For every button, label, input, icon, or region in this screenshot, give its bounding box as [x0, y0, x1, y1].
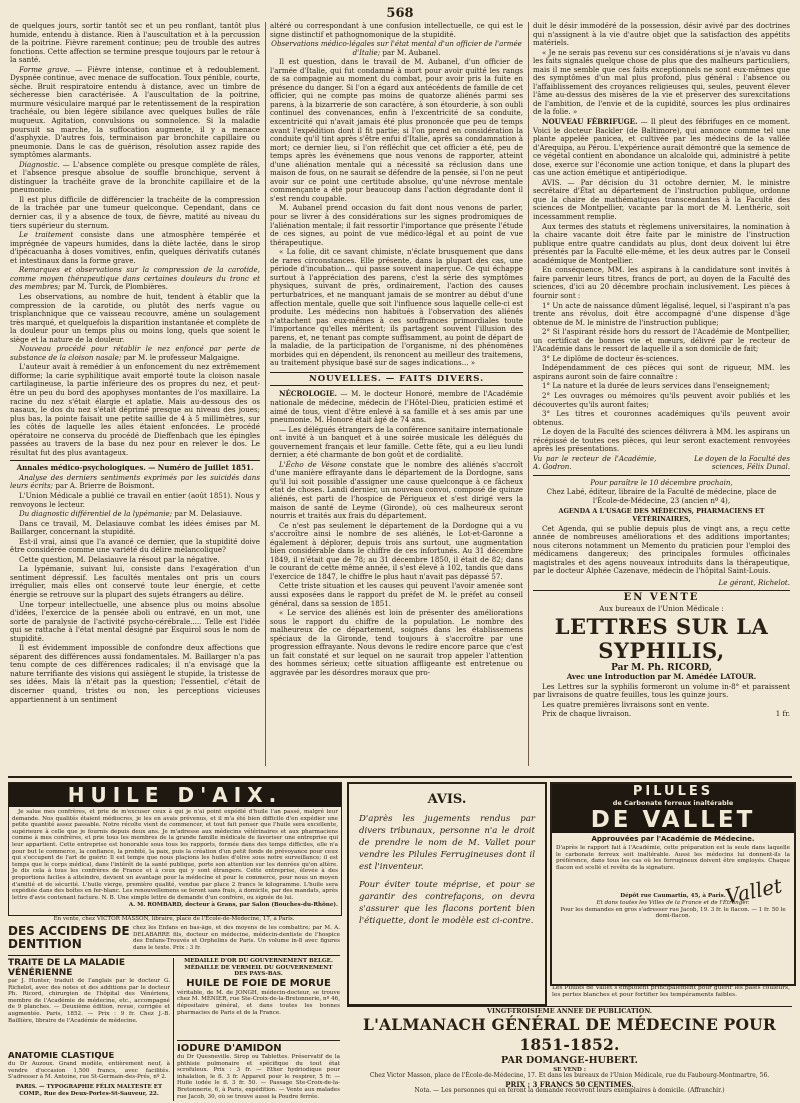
paragraph: AVIS. — Par décision du 31 octobre dernier, M. le ministre secrétaire d'État au département de l'instruction publique, ordonne que la chaire de mathématiques transcendantes à la Faculté des sciences de Montpellier, vacante par la mort de M. Lenthéric, soit incessamment remplie. [533, 177, 790, 222]
avis-text-2: Pour éviter toute méprise, et pour se garantir des contrefaçons, on devra s'assurer que les flacons portent bien l'étiquette, dont le modèle est ci-contre. [359, 880, 535, 926]
label: Forme grave. [19, 64, 70, 74]
dentition-row [8, 925, 340, 951]
author: par M. Aubanel. [382, 47, 441, 57]
paragraph: Il est évidemment impossible de confondre deux affections que séparent des différences aussi fondamentales. M. Baillarger n'a pas tenu compte de ces différences radicales; il n'a envisagé que la nature terrifiante des visions qui assiègent le stupide, la tristesse de ses idées. Mais là n'était pas la question; l'essentiel, c'était de discerner quand, tristes ou non, les perceptions vicieuses appartiennent à un sentiment [10, 643, 260, 704]
paragraph: Il est question, dans le travail de M. Aubanel, d'un officier de l'armée d'Italie, qui fut condamné à mort pour avoir quitté les rangs de sa compagnie au moment du combat, pour avoir pris la fuite en présence du danger. Si l'on a égard aux antécédents de famille de cet officier, qui ne compte pas moins de quatorze aliénés parmi ses parens, à la bizarrerie de son caractère, à son étourderie, à son oubli continuel des convenances, enfin à l'excentricité de sa conduite, excentricité qui n'avait jamais été plus prononcée que peu de temps avant l'expédition dont il fit partie; si l'on prend en considération la conduite qu'il tint après s'être enfui d'Italie, après sa condamnation à mort; ce dernier lieu, si l'on réfléchit que cet officier a été, peu de temps après les événemens que nous venons de rapporter, atteint d'une aliénation mentale qui a nécessité sa réclusion dans une maison de fous, on ne saurait se défendre de la pensée, si l'on ne peut avoir sur ce point une certitude absolue, qu'une névrose mentale commençante a été pour beaucoup dans l'action dégradante dont il s'est rendu coupable. [270, 57, 523, 203]
iodure-text: du Dr Quesneville. Sirop ou Tablettes. Préservatif de la phthisie pulmonaire et spécifique du tout état scrofuleux. Prix : 3 fr. — Ether hydriodique pour inhalation, le fl. 3 fr. Appareil pour le respirer, 5 fr. — Huile iodée le fl. 3 fr. 50. — Passage Ste-Croix-de-la-Bretonnerie, 6, à Paris, expédition. — Vente aux malades rue Jacob, 30, où se trouve aussi la Poudre ferrée. [177, 1054, 340, 1100]
text: — Il pleut des fébrifuges en ce moment. Voici le docteur Backler (de Baltimore), qui annonce comme tel une plante appelée panicea, et cultivée par les médecins de la vallée d'Arequipa, au Pérou. L'expérience aurait démontré que la semence de ce végétal contient en abondance un alcaloïde qui, administré à petite dose, exerce sur l'économie une action tonique, et dans la plupart des cas une action émétique et antipériodique. [533, 117, 790, 178]
text: consiste dans une atmosphère tempérée et imprégnée de vapeurs humides, dans la diète lactée, dans le sirop d'ipécacuanha à doses vomitives, enfin, quelques dérivatifs cutanés et intestinaux dans la forme grave. [10, 230, 260, 265]
text: — M. le docteur Honoré, membre de l'Académie nationale de médecine, médecin de l'Hôtel-Dieu, praticien estimé et aimé de tous, vient d'être enlevé à sa famille et à ses amis par une pneumonie. M. Honoré était âgé de 74 ans. [270, 389, 523, 425]
dentition-title: DES ACCIDENS DE DENTITION [8, 925, 130, 951]
vallet-label [550, 782, 796, 986]
vallet-text: D'après le rapport fait à l'Académie, cette préparation est la seule dans laquelle le carbonate ferreux soit inaltérable. Aussi les médecins lui donnent-ils la préférence, dans tous les cas où les ferrugineux doivent être employés. Chaque flacon est scellé et revêtu de la signature. [556, 845, 790, 871]
morue-head2: MÉDAILLE DE VERMEIL DU GOUVERNEMENT DES PAYS-BAS. [184, 964, 333, 978]
page-number: 568 [386, 6, 414, 21]
almanach-title: L'ALMANACH GÉNÉRAL DE MÉDECINE POUR 1851-1852. [363, 1014, 776, 1054]
paragraph: En conséquence, MM. les aspirans à la candidature sont invités à faire parvenir leurs titres, francs de port, au doyen de la Faculté des sciences, d'ici au 20 décembre prochain inclusivement. Les pièces à fournir sont : [533, 265, 790, 300]
title: Du diagnostic différentiel de la lypémanie; [19, 509, 173, 519]
article-title [10, 474, 260, 491]
section-heading: NOUVELLES. — FAITS DIVERS. [270, 372, 523, 387]
ad-divider [177, 1040, 340, 1041]
morue-text: véritable, de M. de JONGH, médecin-docteur, se trouve chez M. MÉNIER, rue Ste-Croix-de-la-Bretonnerie, nº 46, dépositaire général, et dans toutes les bonnes pharmacies de Paris et de la France. [177, 989, 340, 1016]
masson-line: En vente, chez VICTOR MASSON, libraire, place de l'École-de-Médecine, 17, à Paris. [53, 916, 295, 922]
paragraph: 3° Le diplôme de docteur ès-sciences. [542, 353, 679, 363]
paragraph: Dans ce travail, M. Delasiauve combat les idées émises par M. Baillarger, concernant la stupidité. [10, 518, 260, 537]
label: L'Écho de Vésone [279, 459, 347, 469]
bureaux: Aux bureaux de l'Union Médicale : [599, 604, 724, 613]
price-value: 1 fr. [775, 709, 790, 719]
almanach-nota: Nota. — Les personnes qui en feront la demande recevront leurs exemplaires à domicile. (Affranchir.) [414, 1087, 725, 1095]
article-title [10, 510, 260, 519]
anatomie-ad [8, 1052, 170, 1082]
almanach-text: Chez Victor Masson, place de l'École-de-Médecine, 17. Et dans les bureaux de l'Union Médicale, rue du Faubourg-Montmartre, 56. [369, 1072, 770, 1080]
divider [533, 590, 790, 591]
paragraph: « Je ne serais pas revenu sur ces considérations si je n'avais vu dans les faits signalés quelque chose de plus que des malheurs particuliers, mais il me semble que ces faits exceptionnels ne sont eux-mêmes que des symptômes d'un mal plus profond, plus général : l'absence ou l'affaiblissement des croyances religieuses qui, seules, peuvent élever l'âme au-dessus des misères de la vie et préserver des surexcitations de l'ambition, de l'envie et de la cupidité, sources les plus ordinaires de la folie. » [533, 47, 790, 117]
agenda-title: AGENDA A L'USAGE DES MÉDECINS, PHARMACIENS ET VÉTÉRINAIRES, [558, 506, 765, 524]
imprint: PARIS. — TYPOGRAPHIE FÉLIX MALTESTE ET COMP., Rue des Deux-Portes-St-Sauveur, 22. [15, 1084, 163, 1097]
paragraph: Les Lettres sur la syphilis formeront un volume in-8° et paraissent par livraisons de quatre feuilles, tous les quinze jours. [533, 681, 790, 700]
paragraph [533, 118, 790, 178]
paragraph: « Le service des aliénés est loin de présenter des améliorations sous le rapport du chiffre de la population. Le nombre des malheureux de ce département, soignés dans les établissemens spéciaux de la Gironde, tend toujours à s'accroître par une progression effrayante. Nous devons le redire encore parce que c'est un fait constaté et sur lequel on ne saurait trop appeler l'attention des hommes sérieux; cette situation affligeante est entretenue ou aggravée par les désordres moraux que pro- [270, 608, 523, 677]
author: par A. Brierre de Boismont. [55, 481, 155, 491]
title: Analyse des derniers sentiments exprimés par les suicidés dans leurs écrits; [10, 472, 260, 491]
ad-divider [8, 955, 340, 956]
column-1 [10, 22, 260, 766]
paragraph: 3° Les titres et couronnes académiques qu'ils peuvent avoir obtenus. [533, 409, 790, 427]
divider [533, 475, 790, 476]
announcement: Chez Labé, éditeur, libraire de la Faculté de médecine, place de l'École-de-Médecine, 23 (ancien nº 4), [546, 487, 777, 505]
price-line [533, 710, 790, 719]
almanach-vend: SE VEND : [553, 1066, 586, 1073]
ad-divider [173, 958, 174, 1101]
almanach-head: VINGT-TROISIÈME ANNÉE DE PUBLICATION. [487, 1008, 652, 1015]
author: par M. Turck, de Plombières. [62, 282, 168, 292]
vallet-name: DE VALLET [552, 807, 794, 833]
iodure-title: IODURE D'AMIDON [177, 1043, 282, 1054]
paragraph [10, 231, 260, 265]
signature-right: Le doyen de la Faculté des sciences, Félix Dunal. [694, 453, 790, 472]
vallet-price: Pour les demandes en gros s'adresser rue Jacob, 19. 3 fr. le flacon. — 1 fr. 50 le demi-flacon. [560, 906, 786, 920]
section-heading: Annales médico-psychologiques. — Numéro de Juillet 1851. [16, 463, 254, 473]
paragraph: M. Aubanel prend occasion du fait dont nous venons de parler, pour se livrer à des considérations sur les signes prodromiques de l'aliénation mentale; il fait ressortir l'importance que présente l'étude de ces signes, au point de vue médico-légal et au point de vue thérapeutique. [270, 203, 523, 247]
text: constate que le nombre des aliénés s'accroît d'une manière effrayante dans le département de la Dordogne, sans qu'il lui soit possible d'assigner une cause quelconque à ce fâcheux état de choses. Landi dernier, un nouveau convoi, composé de quinze aliénés, est parti de l'hospice de Périgueux et s'est dirigé vers la maison de santé de Leyme (Gironde), où ces malheureux seront nourris et traités aux frais du département. [270, 459, 523, 521]
paragraph: Cette triste situation et les causes qui peuvent l'avoir amenée sont aussi exposées dans le rapport du préfet de M. le préfet au conseil général, dans sa session de 1851. [270, 581, 523, 608]
article-title [270, 40, 523, 57]
vallet-sub: de Carbonate ferreux inaltérable [552, 799, 794, 807]
label: NÉCROLOGIE. [279, 389, 338, 399]
signature: A. M. ROMBARD, docteur à Grans, par Salon (Bouches-du-Rhône). [128, 902, 338, 909]
paragraph [10, 66, 260, 160]
vallet-signature: Vallet [722, 873, 784, 909]
label: Le traitement [19, 230, 74, 240]
avis-text: D'après les jugements rendus par divers tribunaux, personne n'a le droit de prendre le nom de M. Vallet pour vendre les Pilules Ferrugineuses dont il est l'inventeur. [359, 814, 535, 872]
paragraph: Une torpeur intellectuelle, une absence plus ou moins absolue d'idées, l'exercice de la pensée aboli ou entravé, en un mot, une sorte de paralysie de l'activité psycho-cérébrale..... Telle est l'idée qui se rattache à l'état mental désigné par Esquirol sous le nom de stupidité. [10, 599, 260, 643]
author-line: Par M. Ph. RICORD, [611, 662, 712, 673]
paragraph: Les quatre premières livraisons sont en vente. [542, 699, 710, 709]
almanach-price: PRIX : 3 FRANCS 50 CENTIMES. [505, 1079, 634, 1089]
label: NOUVEAU FÉBRIFUGE. [542, 117, 638, 127]
paragraph [10, 161, 260, 195]
paragraph: — Les délégués étrangers de la conférence sanitaire internationale ont invité à un banquet et à une soirée musicale les délégués du gouvernement français et leur famille. Cette fête, qui a eu lieu lundi dernier, a été charmante de bon goût et de cordialité. [270, 424, 523, 460]
text: — Fièvre intense, continue et à redoublement. Dyspnée continue, avec menace de suffocation. Toux pénible, courte, sèche. Bruit respiratoire entendu à distance, avec un timbre de sécheresse bien caractérisée. A l'auscultation de la poitrine, murmure vésiculaire marqué par le retentissement de la respiration trachéale, ou bien légère sibilance avec quelques bulles de râle muqueux. Agitation, convulsions ou somnolence. Si la maladie poursuit sa marche, la suffocation augmente, il y a menace d'asphyxie. D'autres fois, terminaison par bronchite capillaire ou pneumonie. Dans le cas de guérison, résolution assez rapide des symptômes alarmants. [10, 64, 260, 160]
paragraph: 1° Un acte de naissance dûment légalisé, lequel, si l'aspirant n'a pas trente ans révolus, doit être accompagné d'une dispense d'âge obtenue de M. le ministre de l'instruction publique; [533, 300, 790, 327]
column-3 [533, 22, 790, 766]
paragraph: Le doyen de la Faculté des sciences délivrera à MM. les aspirans un récépissé de toutes ces pièces, qui leur seront exactement renvoyées après les présentations. [533, 427, 790, 454]
anatomie-title: ANATOMIE CLASTIQUE [8, 1052, 115, 1061]
paragraph: Les observations, au nombre de huit, tendent à établir que la compression de la carotide, ou plutôt des nerfs vague ou trisplanchnique que ce vaisseau recouvre, amène un soulagement très marqué, et quelquefois la disparition instantanée et complète de la douleur pour un temps plus ou moins long, quels que soient le siège et la nature de la douleur. [10, 291, 260, 344]
venerienne-title: TRAITÉ DE LA MALADIE VÉNÉRIENNE [8, 958, 125, 978]
introduction-line: Avec une Introduction par M. Amédée LATOUR. [566, 672, 757, 682]
paragraph: 2° Les ouvrages ou mémoires qu'ils peuvent avoir publiés et les découvertes qu'ils auront faites; [533, 390, 790, 409]
morue-title: HUILE DE FOIE DE MORUE [186, 977, 331, 989]
price-label: Prix de chaque livraison. [542, 709, 632, 719]
dentition-text: chez les Enfans en bas-âge, et des moyens de les combattre; par M. A. DELABARRE fils, docteur en médecine, médecin-dentiste de l'hospice des Enfans-Trouvés et Orphelins de Paris. Un volume in-8 avec figures dans le texte. Prix : 3 fr. [133, 925, 340, 951]
paragraph: Cet Agenda, qui se publie depuis plus de vingt ans, a reçu cette année de nombreuses améliorations et des additions importantes; nous citerons notamment un Memento du praticien pour l'emploi des médicamens dangereux; des principales formules officinales magistrales et des agens nouveaux introduits dans la thérapeutique, par le docteur Alphée Cazenave, médecin de l'hôpital Saint-Louis. [533, 523, 790, 576]
lettres-title: LETTRES SUR LA SYPHILIS, [554, 613, 769, 663]
signature-left: Vu par le recteur de l'Académie, A. Godron. [533, 453, 657, 472]
article-title [10, 266, 260, 292]
label: Diagnostic. [19, 159, 60, 169]
anatomie-text: du Dr Auzoux. Grand modèle, entièrement neuf, à vendre d'occasion 1,500 francs, avec facilités. S'adresser à M. Antoine, rue St-Germain-des-Prés, nº 2. [8, 1061, 170, 1081]
huile-aix-text [9, 807, 341, 912]
huile-aix-ad [8, 782, 342, 916]
morue-ad [177, 958, 340, 1038]
ad-divider [347, 1006, 792, 1007]
announcement: Pour paraître le 10 décembre prochain, [590, 477, 733, 487]
venerienne-text: par J. Hunter, traduit de l'anglais par le docteur G. Richelot, avec des notes et des additions par le docteur Ph. Ricord, chirurgien de l'hôpital des Vénériens, membre de l'Académie de médecine, etc., accompagné de 9 planches. — Deuxième édition, revue, corrigée et augmentée. Paris, 1852. — Prix : 9 fr. Chez J.-B. Baillière, libraire de l'Académie de médecine. [8, 978, 170, 1024]
venerienne-ad [8, 958, 170, 1050]
avis-title: AVIS. [427, 792, 467, 807]
ads-top-rule [8, 776, 792, 778]
column-2 [270, 22, 523, 766]
avis-box [347, 782, 547, 1006]
paragraph: 2° Si l'aspirant réside hors du ressort de l'Académie de Montpellier, un certificat de bonnes vie et mœurs, délivré par le recteur de l'Académie dans le ressort de laquelle il a son domicile de fait; [533, 327, 790, 354]
vallet-approval: Approuvées par l'Académie de Médecine. [591, 835, 755, 843]
paragraph: Aux termes des statuts et règlemens universitaires, la nomination à la chaire vacante doit être faite par le ministre de l'instruction publique entre quatre candidats au plus, dont deux doivent lui être présentés par la Faculté elle-même, et les deux autres par le Conseil académique de Montpellier. [533, 221, 790, 265]
almanach-ad [347, 1008, 792, 1101]
title: Observations médico-légales sur l'état mental d'un officier de l'armée d'Italie; [271, 39, 522, 57]
paragraph: Est-il vrai, ainsi que l'a avancé ce dernier, que la stupidité doive être considérée comme une variété du délire mélancolique? [10, 536, 260, 555]
vallet-france: Et dans toutes les Villes de la France et de l'Étranger. [596, 899, 750, 906]
author: par M. le professeur Malgaigne. [123, 352, 240, 362]
divider [10, 460, 260, 461]
en-vente: EN VENTE [623, 592, 700, 604]
paragraph: duit le désir immodéré de la possession, désir avivé par des doctrines qui n'assignent à la vie d'autre objet que la satisfaction des appétits matériels. [533, 22, 790, 48]
author: par M. Delasiauve. [174, 509, 243, 519]
paragraph: La lypémanie, suivant lui, consiste dans l'exagération d'un sentiment dépressif. Les facultés mentales ont pris un cours irrégulier, mais elles ont conservé toute leur énergie, et cette énergie se retrouve sur la plupart des sujets étrangers au délire. [10, 564, 260, 599]
paragraph: L'Union Médicale a publié ce travail en entier (août 1851). Nous y renvoyons le lecteur. [10, 490, 260, 509]
paragraph: « La folie, dit ce savant chimiste, n'éclate brusquement que dans de rares circonstances. Elle présente, dans la plupart des cas, une période d'incubation... qui passe souvent inaperçue. Ce qui échappe surtout à l'appréciation des parens, c'est la série des symptômes physiques, suivant de près, ordinairement, l'action des causes perturbatrices, et ne manquant jamais de se montrer au début d'une affection mentale, quelle que soit l'influence sous laquelle celle-ci est produite. Les médecins non habitués à l'observation des aliénés n'attachent pas eux-mêmes à ces souffrances primordiales toute l'importance qu'elles méritent; ils partagent souvent l'illusion des parens, et, ne tenant pas compte suffisamment, au point de départ de la maladie, de la participation de l'organisme, ni des phénomènes morbides qui en dépendent, ils renoncent au meilleur des traitemens, au traitement physique basé sur de sages indications... » [270, 247, 523, 368]
paragraph: altéré ou correspondant à une confusion intellectuelle, ce qui est le signe distinctif et pathognomonique de la stupidité. [270, 22, 523, 39]
paragraph: L'auteur avait à remédier à un enfoncement du nez extrêmement difforme; la carie syphilitique avait emporté toute la cloison nasale cartilagineuse, la partie inférieure des os propres du nez, et peut-être un peu du bord des apophyses montantes de l'os maxillaire. La racine du nez s'était élargie et aplatie. Mais au-dessous des os nasaux, le dos du nez s'était déprimé presque au niveau des joues; plus bas, la pointe faisait une petite saillie de 4 à 5 millimètres, sur les côtés de laquelle les ailes étaient enfoncées. Le procédé opératoire ne conserva du procédé de Dieffenbach que les épingles passées au travers de la base du nez pour en relever le dos. Le résultat fut des plus avantageux. [10, 362, 260, 457]
paragraph [270, 390, 523, 424]
almanach-author: PAR DOMANGE-HUBERT. [501, 1054, 638, 1066]
column-divider [265, 22, 266, 766]
signatures [533, 455, 790, 472]
paragraph: Ce n'est pas seulement le département de la Dordogne qui a vu s'accroître ainsi le nombre de ses aliénés, le Lot-et-Garonne a également à déplorer, depuis trois ans surtout, une augmentation bien considérable dans le chiffre de ces infortunés. Au 31 décembre 1849, il n'était que de 78; au 31 décembre 1850, il était de 82; dans le courant de cette même année, il s'est élevé à 102, tandis que dans l'exercice de 1847, le chiffre le plus haut n'avait pas dépassé 57. [270, 520, 523, 581]
title: Nouveau procédé pour rétablir le nez enfoncé par perte de substance de la cloison nasale; [10, 344, 260, 362]
huile-aix-title: HUILE D'AIX. [9, 783, 341, 807]
title: Remarques et observations sur la compression de la carotide, comme moyen thérapeutique dans certaines douleurs du tronc et des membres; [10, 265, 260, 292]
iodure-ad [177, 1043, 340, 1101]
vallet-footer: Les Pilules de Vallet s'emploient principalement pour guérir les pâles couleurs, les pertes blanches et pour fortifier les tempéraments faibles. [552, 985, 790, 998]
paragraph: Cette question, M. Delasiauve la résout par la négative. [19, 554, 220, 564]
paragraph: Il est plus difficile de différencier la trachéite de la compression de la trachée par une tumeur quelconque. Cependant, dans ce dernier cas, il y a absence de toux, de fièvre, matité au niveau du tiers supérieur du sternum. [10, 194, 260, 230]
text: Je salue mes confrères, et prie de m'excuser ceux à qui je n'ai point expédié d'huile l'an passé, malgré leur demande. Nos qualités étaient médiocres, je les en avais prévenus, et il m'a été bien difficile d'en expédier une petite quantité assez passable. Notre récolte vient de commencer, et tout fait penser que l'huile sera excellente, supérieure à celle que je fournis depuis deux ans. Je m'adresse aux médecins vétérinaires et aux pharmaciens comme à mes confrères, et prie tous les membres de la grande famille médicale de favoriser une entreprise qui leur appartient. Cette entreprise est honorable sous tous les rapports, formée dans des temps difficiles, elle n'a pour but le commerce, la confiance, la probité, la paix, puis la création d'un petit fonds de prévoyance pour ceux qui s'occupent de l'art de guérir. Il est temps que nous plaçions les huiles d'olive sous notre surveillance; il est temps que le corps médical, dans l'intérêt de la santé publique, porte son attention sur les denrées qu'on altère. Je dis cela à tous les confrères de France et à ceux qui y sont étrangers. Cette entreprise, élevée à des proportions faciles à atteindre, devient un avantage pour la médecine et pour le commerce, pour nous un moyen d'amitié et de sécurité. L'huile vierge, première qualité, vendue par place 2 francs le kilogramme. L'huile sera expédiée dans des boîtes en fer-blanc. Les renouvellemens se feront sans frais, à domicile, par des mandats, après lettre d'avis contenant facture. N. B. Une simple lettre de demande d'un confrère, ou signée de lui. [12, 809, 338, 901]
morue-head: MÉDAILLE D'OR DU GOUVERNEMENT BELGE. [184, 958, 333, 964]
article-title [10, 345, 260, 362]
vallet-depot: Dépôt rue Caumartin, 45, à Paris. [620, 893, 726, 900]
paragraph: de quelques jours, sortir tantôt sec et un peu ronflant, tantôt plus humide, entendu à distance. Rien à l'auscultation et à la percussion de la poitrine. Fièvre rarement continue; peu de trouble des autres fonctions. Cette affection se termine presque toujours par le retour à la santé. [10, 22, 260, 65]
vallet-top: PILULES [552, 784, 794, 799]
text: — L'absence complète ou presque complète de râles, et l'absence presque absolue de souffle bronchique, servent à distinguer la trachéite grave de la bronchite capillaire et de la pneumonie. [10, 159, 260, 195]
dentition-ad [8, 925, 340, 952]
paragraph: 1° La nature et la durée de leurs services dans l'enseignement; [542, 381, 771, 391]
gerant: Le gérant, Richelot. [718, 577, 790, 587]
paragraph [270, 461, 523, 521]
paragraph: Indépendamment de ces pièces qui sont de rigueur, MM. les aspirans auront soin de faire connaître : [533, 363, 790, 381]
column-divider [528, 22, 529, 766]
